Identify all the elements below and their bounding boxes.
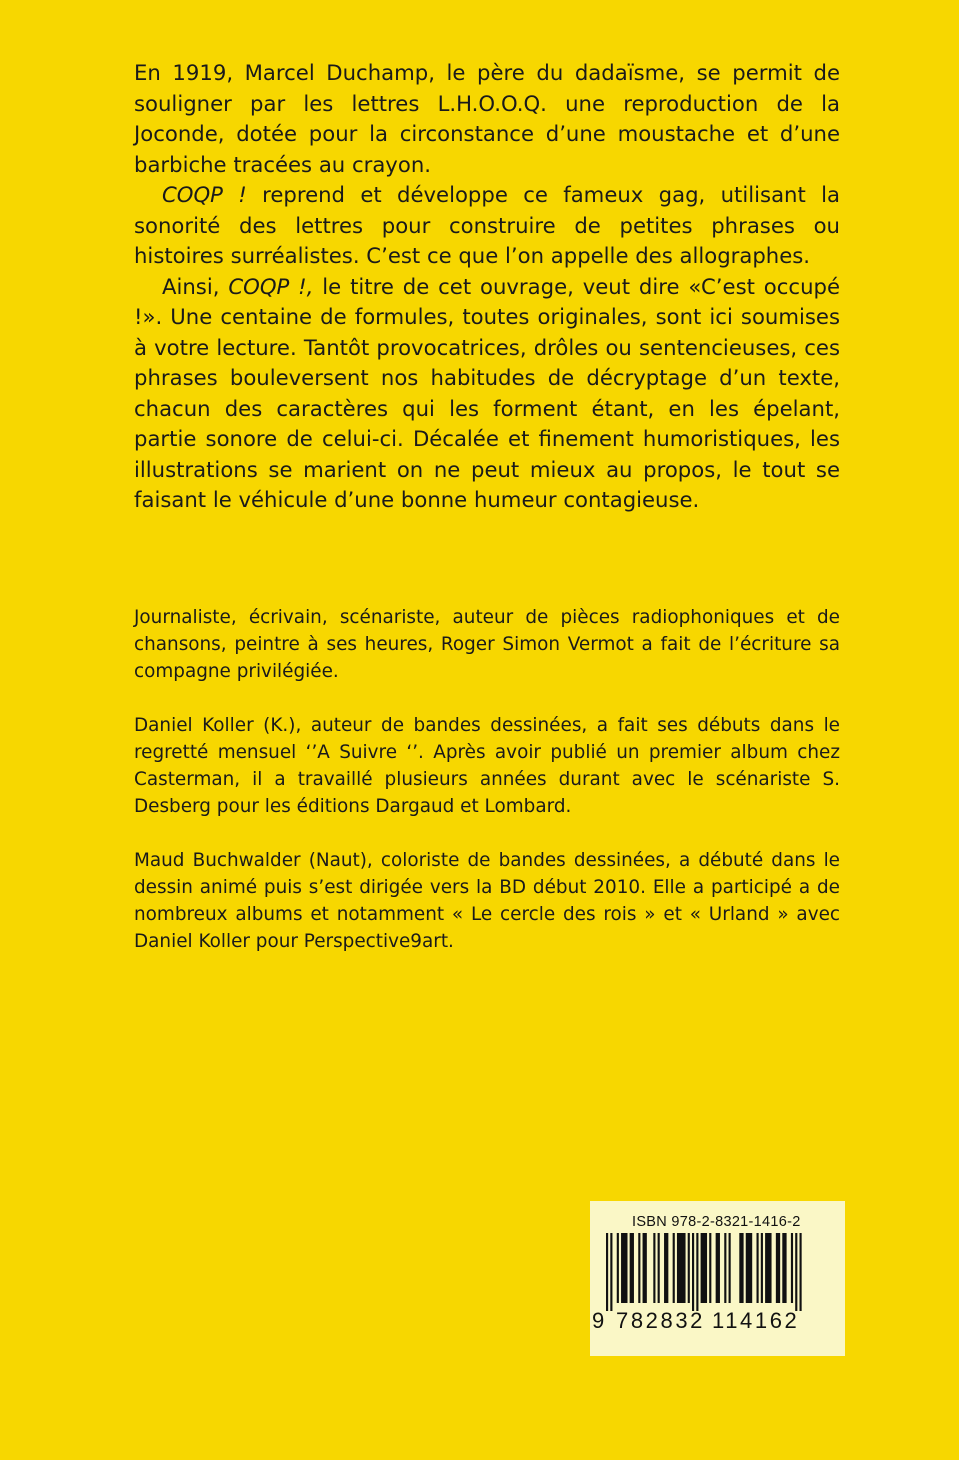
intro-paragraph-2-text: reprend et développe ce fameux gag, utilisant la sonorité des lettres pour construire de petites phrases ou histoires surréalistes. C’est ce que l’on appelle des allographes.	[134, 182, 840, 268]
barcode-bars	[606, 1233, 816, 1311]
barcode-digits-right: 114162	[712, 1308, 800, 1333]
bio-koller: Daniel Koller (K.), auteur de bandes dessinées, a fait ses débuts dans le regretté mensuel ‘’A Suivre ‘’. Après avoir publié un premier album chez Casterman, il a travaillé plusieurs années durant avec le scénariste S. Desberg pour les éditions Dargaud et Lombard.	[134, 715, 840, 817]
barcode-bar	[724, 1233, 726, 1303]
barcode-digits-left: 782832	[616, 1308, 706, 1333]
barcode-bar	[729, 1233, 731, 1303]
barcode-bar	[696, 1233, 698, 1311]
barcode-bar	[709, 1233, 711, 1303]
intro-paragraph-3	[134, 272, 840, 516]
barcode-bar	[673, 1233, 675, 1303]
description	[134, 58, 840, 516]
barcode-bar	[757, 1233, 759, 1303]
barcode-bar	[658, 1233, 660, 1303]
barcode-bar	[630, 1233, 634, 1303]
intro-paragraph-2	[134, 180, 840, 272]
barcode-bar	[692, 1233, 694, 1311]
isbn-label: ISBN 978-2-8321-1416-2	[632, 1214, 801, 1230]
barcode-bar	[776, 1233, 780, 1303]
barcode-digits	[592, 1308, 822, 1334]
barcode-bar	[746, 1233, 752, 1303]
barcode-bar	[638, 1233, 640, 1303]
bio-vermot: Journaliste, écrivain, scénariste, auteur de pièces radiophoniques et de chansons, peintre à ses heures, Roger Simon Vermot a fait de l’écriture sa compagne privilégiée.	[134, 607, 840, 682]
barcode-bar	[701, 1233, 707, 1303]
barcode-bar	[791, 1233, 793, 1303]
barcode-bar	[664, 1233, 668, 1303]
barcode-digit-first: 9	[592, 1308, 605, 1333]
book-title-inline: COQP !,	[228, 273, 314, 299]
barcode-bar	[606, 1233, 608, 1311]
barcode-bar	[716, 1233, 720, 1303]
intro-paragraph-3-start: Ainsi,	[162, 273, 229, 299]
intro-paragraph-3-text: le titre de cet ouvrage, veut dire «C’est occupé !». Une centaine de formules, toutes originales, sont ici soumises à votre lecture. Tantôt provocatrices, drôles ou sentencieuses, ces phrases bouleversent nos habitudes de décryptage d’un texte, chacun des caractères qui les forment étant, en les épelant, partie sonore de celui-ci. Décalée et finement humoristiques, les illustrations se marient on ne peut mieux au propos, le tout se faisant le véhicule d’une bonne humeur contagieuse.	[134, 273, 840, 512]
barcode-bar	[765, 1233, 771, 1303]
barcode-bar	[800, 1233, 802, 1311]
barcode-bar	[677, 1233, 686, 1303]
barcode-bar	[617, 1233, 619, 1303]
barcode-bar	[653, 1233, 655, 1303]
bio-buchwalder: Maud Buchwalder (Naut), coloriste de bandes dessinées, a débuté dans le dessin animé puis s’est dirigée vers la BD début 2010. Elle a participé a de nombreux albums et notamment « Le cercle des rois » et « Urland » avec Daniel Koller pour Perspective9art.	[134, 850, 840, 952]
barcode-bar	[610, 1233, 612, 1311]
barcode-bar	[643, 1233, 647, 1303]
barcode-bar	[782, 1233, 786, 1303]
barcode-bar	[739, 1233, 743, 1303]
intro-paragraph-1: En 1919, Marcel Duchamp, le père du dadaïsme, se permit de souligner par les lettres L.H.O.O.Q. une reproduction de la Joconde, dotée pour la circonstance d’une moustache et d’une barbiche tracées au crayon.	[134, 60, 840, 177]
author-bios	[134, 604, 840, 982]
barcode-bar	[795, 1233, 797, 1311]
barcode-bar	[621, 1233, 627, 1303]
book-title: COQP !	[162, 182, 247, 207]
barcode-bar	[761, 1233, 763, 1303]
barcode-bar	[688, 1233, 690, 1303]
